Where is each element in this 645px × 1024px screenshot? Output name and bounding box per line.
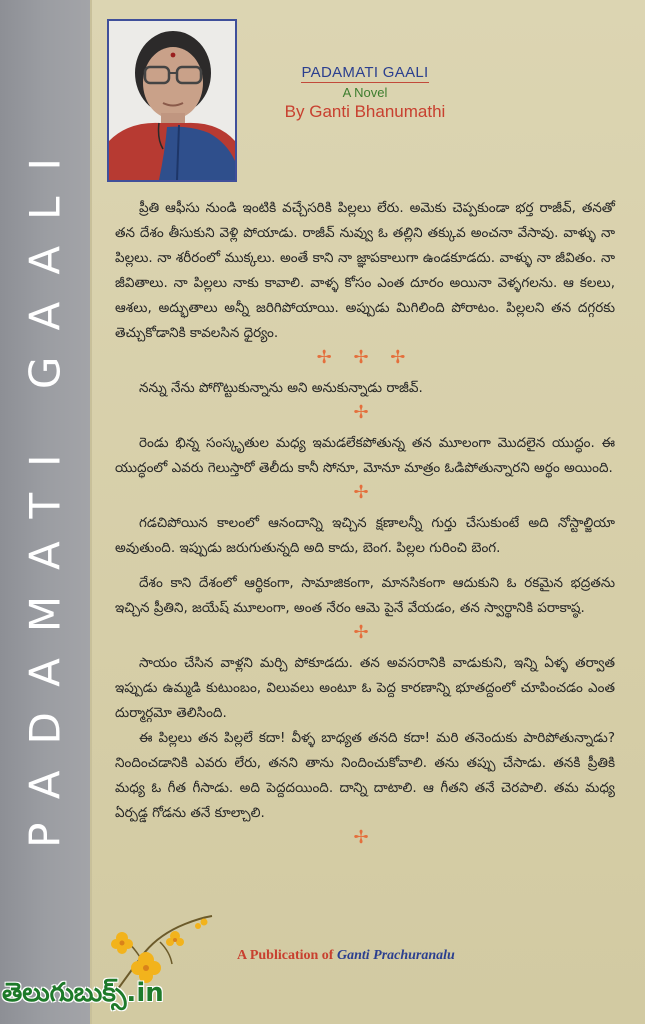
paragraph: సాయం చేసిన వాళ్లని మర్చి పోకూడదు. తన అవసరానికి వాడుకుని, ఇన్ని ఏళ్ళ తర్వాత ఇప్పుడు ఉమ్మడి కుటుంబం, విలువలు అంటూ ఓ పెద్ద కారణాన్ని భూతద్దంలో చూపించడం ఎంత దుర్మార్గమో తెలిసింది. — [115, 655, 615, 721]
paragraph: నన్ను నేను పోగొట్టుకున్నాను అని అనుకున్నాడు రాజీవ్. — [139, 380, 423, 396]
publisher-prefix: A Publication of — [237, 948, 334, 963]
book-subtitle: A Novel — [342, 85, 388, 100]
separator-icon: ✢ — [353, 482, 377, 503]
blurb-text — [115, 196, 615, 856]
spine-title: PADAMATI GAALI — [20, 132, 70, 848]
paragraph: రెండు భిన్న సంస్కృతుల మధ్య ఇమడలేకపోతున్న తన మూలంగా మొదలైన యుద్ధం. ఈ యుద్ధంలో ఎవరు గెలుస్తారో తెలీదు కానీ సోనూ, మోనూ మాత్రం ఓడిపోతున్నారని అర్థం అయింది. — [115, 435, 615, 476]
author-photo — [107, 19, 237, 182]
separator-icon: ✢ — [353, 827, 377, 848]
site-watermark[interactable]: తెలుగుబుక్స్.in — [2, 978, 164, 1008]
book-spine — [0, 0, 90, 1024]
publisher-name: Ganti Prachuranalu — [336, 948, 455, 963]
separator-icon: ✢ ✢ ✢ — [316, 347, 414, 368]
publisher-line — [237, 948, 455, 964]
paragraph: ప్రీతి ఆఫీసు నుండి ఇంటికి వచ్చేసరికి పిల్లలు లేరు. అమెకు చెప్పకుండా భర్త రాజీవ్, తనతో తన దేశం తీసుకుని వెళ్లి పోయాడు. రాజీవ్ నువ్వు ఓ తల్లిని తక్కువ అంచనా వేసావు. వాళ్ళు నా పిల్లలు. నా శరీరంలో ముక్కలు. అంతే కాని నా జ్ఞాపకాలుగా ఉండకూడదు. వాళ్ళు నా జీవితం. నా జీవితాలు. నా పిల్లలు నాకు కావాలి. వాళ్ళ కోసం ఎంత దూరం అయినా వెళ్ళగలను. ఆ కలలు, ఆశలు, అద్భుతాలు అన్నీ జరిగిపోయాయి. అప్పుడు మిగిలింది పోరాటం. పిల్లలని తన దగ్గరకు తెచ్చుకోడానికి కావలసిన ధైర్యం. — [115, 200, 615, 341]
paragraph: ఈ పిల్లలు తన పిల్లలే కదా! వీళ్ళ బాధ్యత తనది కదా! మరి తనెందుకు పారిపోతున్నాడు? నిందించడానికి ఎవరు లేరు, తనని తాను నిందించుకోవాలి. తను తప్పు చేసాడు. తనకి ప్రీతికి మధ్య ఓ గీత గీసాడు. అది పెద్దదయింది. దాన్ని దాటాలి. ఆ గీతని తనే చెరపాలి. తమ మధ్య ఏర్పడ్డ గోడను తనే కూల్చాలి. — [115, 730, 615, 821]
title-block — [250, 62, 480, 122]
book-title: PADAMATI GAALI — [301, 64, 429, 81]
paragraph: దేశం కాని దేశంలో ఆర్థికంగా, సామాజికంగా, మానసికంగా ఆదుకుని ఓ రకమైన భద్రతను ఇచ్చిన ప్రీతిని, జయేష్ మూలంగా, అంత నేరం ఆమె పైనే వేయడం, తన స్వార్థానికి పరాకాష్ఠ. — [115, 575, 615, 616]
separator-icon: ✢ — [353, 622, 377, 643]
paragraph: గడచిపోయిన కాలంలో ఆనందాన్ని ఇచ్చిన క్షణాలన్నీ గుర్తు చేసుకుంటే అది నోస్టాల్జియా అవుతుంది. ఇప్పుడు జరుగుతున్నది అది కాదు, బెంగ. పిల్లల గురించి బెంగ. — [115, 515, 615, 556]
separator-icon: ✢ — [353, 402, 377, 423]
book-author: By Ganti Bhanumathi — [284, 102, 446, 121]
